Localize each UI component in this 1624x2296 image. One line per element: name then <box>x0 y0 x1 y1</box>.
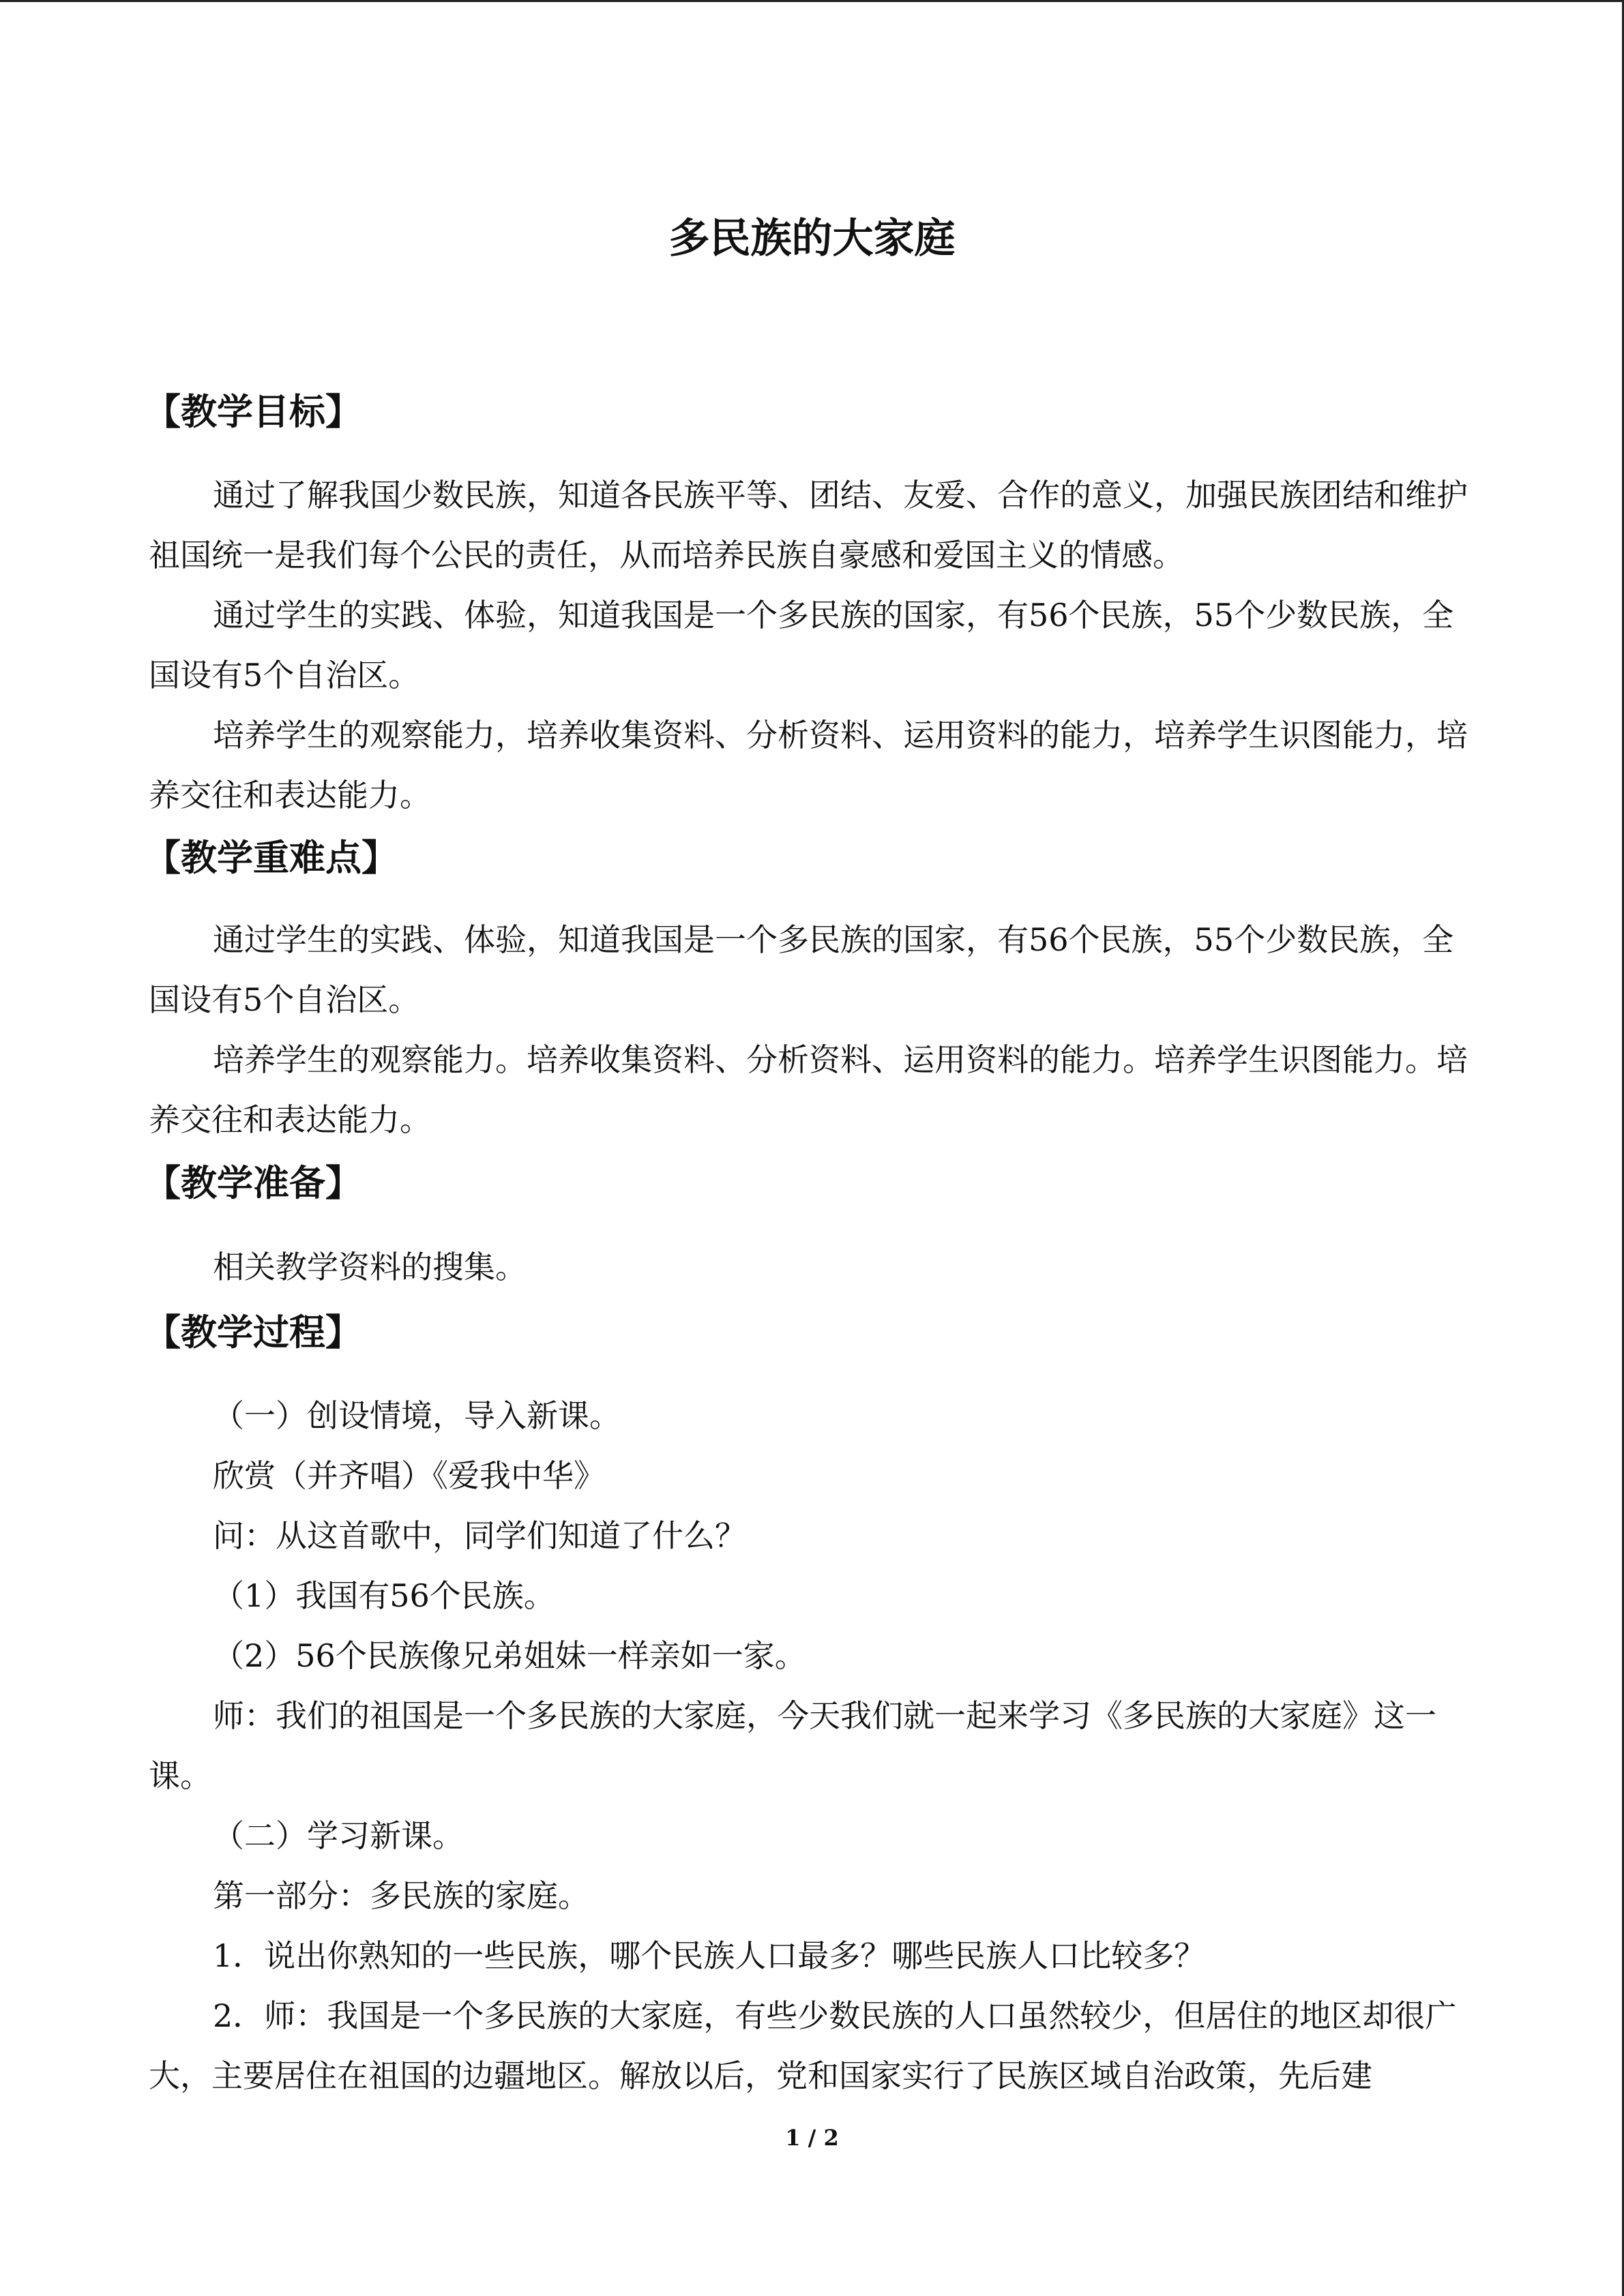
process-line: 1．说出你熟知的一些民族，哪个民族人口最多？哪些民族人口比较多？ <box>213 1937 1206 1974</box>
key-points-paragraph-2: 培养学生的观察能力。培养收集资料、分析资料、运用资料的能力。培养学生识图能力。培养交往和表达能力。 <box>149 1041 1468 1138</box>
heading-preparation: 【教学准备】 <box>145 1163 361 1204</box>
goals-paragraph-2: 通过学生的实践、体验，知道我国是一个多民族的国家，有56个民族，55个少数民族，全国设有5个自治区。 <box>149 597 1454 694</box>
process-line: 第一部分：多民族的家庭。 <box>213 1877 589 1914</box>
process-line: （一）创设情境，导入新课。 <box>213 1397 621 1434</box>
page-number: 1 / 2 <box>785 2125 839 2151</box>
heading-key-points: 【教学重难点】 <box>145 837 398 879</box>
process-line: （2）56个民族像兄弟姐妹一样亲如一家。 <box>213 1637 806 1674</box>
process-line: （二）学习新课。 <box>213 1817 464 1854</box>
process-line: 欣赏（并齐唱）《爱我中华》 <box>213 1457 605 1494</box>
process-item-2-paragraph: 2．师：我国是一个多民族的大家庭，有些少数民族的人口虽然较少，但居住的地区却很广大，主要居住在祖国的边疆地区。解放以后，党和国家实行了民族区域自治政策，先后建 <box>149 1997 1457 2094</box>
page-title: 多民族的大家庭 <box>668 215 956 263</box>
key-points-paragraph-1: 通过学生的实践、体验，知道我国是一个多民族的国家，有56个民族，55个少数民族，全国设有5个自治区。 <box>149 921 1454 1018</box>
goals-paragraph-1: 通过了解我国少数民族，知道各民族平等、团结、友爱、合作的意义，加强民族团结和维护祖国统一是我们每个公民的责任，从而培养民族自豪感和爱国主义的情感。 <box>149 477 1468 573</box>
preparation-paragraph-1: 相关教学资料的搜集。 <box>213 1249 527 1285</box>
goals-paragraph-3: 培养学生的观察能力，培养收集资料、分析资料、运用资料的能力，培养学生识图能力，培养交往和表达能力。 <box>149 717 1468 814</box>
process-line: （1）我国有56个民族。 <box>213 1577 555 1614</box>
page-border-top <box>0 0 1624 2</box>
teacher-intro-paragraph: 师：我们的祖国是一个多民族的大家庭，今天我们就一起来学习《多民族的大家庭》这一课。 <box>149 1697 1436 1794</box>
process-line: 问：从这首歌中，同学们知道了什么？ <box>213 1517 746 1554</box>
heading-teaching-goals: 【教学目标】 <box>145 391 361 433</box>
heading-process: 【教学过程】 <box>145 1312 361 1354</box>
